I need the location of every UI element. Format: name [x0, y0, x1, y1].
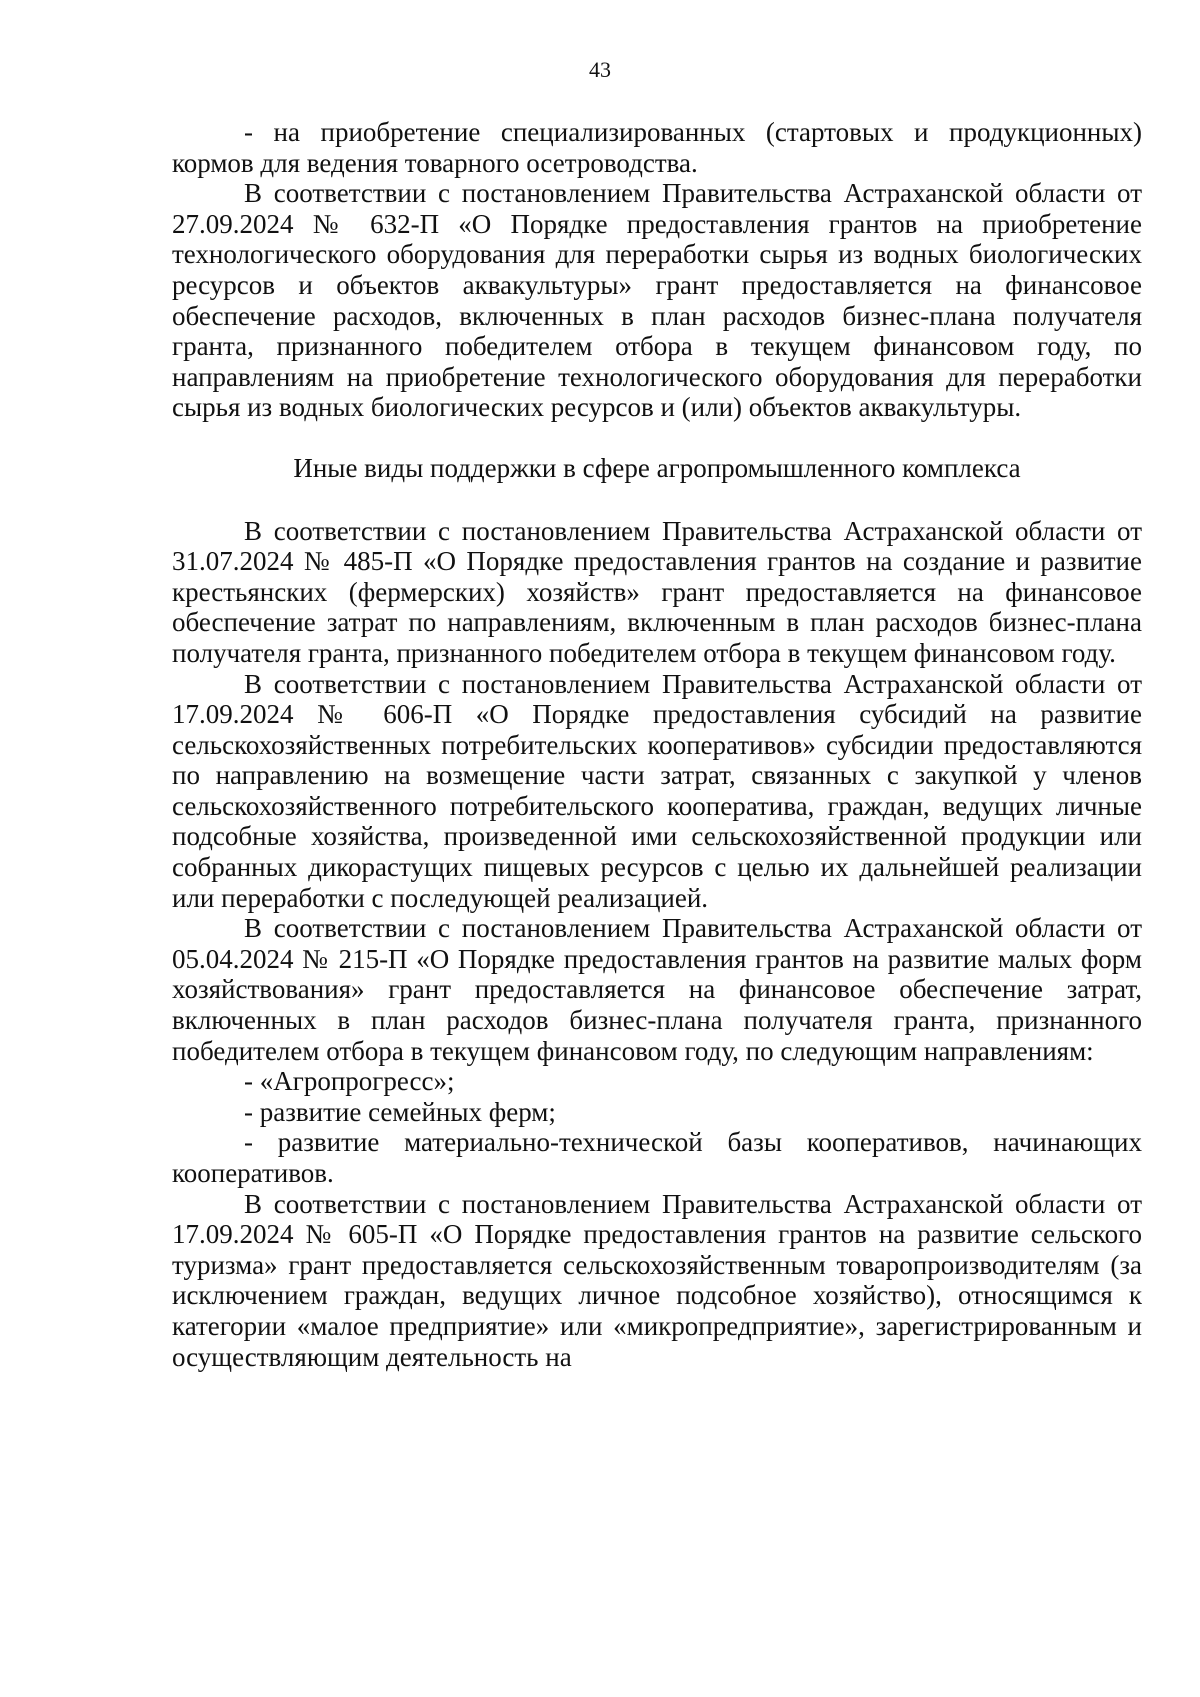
page-number: 43 [589, 57, 611, 82]
paragraph-decree-215: В соответствии с постановлением Правительства Астраханской области от 05.04.2024 № 215-П «О Порядке предоставления грантов на развитие малых форм хозяйствования» грант предоставляется на финансовое обеспечение затрат, включенных в план расходов бизнес-плана получателя гранта, признанного победителем отбора в текущем финансовом году, по следующим направлениям: [172, 913, 1142, 1066]
list-item-cooperatives: - развитие материально-технической базы кооперативов, начинающих кооперативов. [172, 1127, 1142, 1188]
paragraph-decree-485: В соответствии с постановлением Правительства Астраханской области от 31.07.2024 № 485-П «О Порядке предоставления грантов на создание и развитие крестьянских (фермерских) хозяйств» грант предоставляется на финансовое обеспечение затрат по направлениям, включенным в план расходов бизнес-плана получателя гранта, признанного победителем отбора в текущем финансовом году. [172, 515, 1142, 668]
list-item-agroprogress: - «Агропрогресс»; [244, 1066, 455, 1097]
paragraph-decree-606: В соответствии с постановлением Правительства Астраханской области от 17.09.2024 № 606-П «О Порядке предоставления субсидий на развитие сельскохозяйственных потребительских кооперативов» субсидии предоставляются по направлению на возмещение части затрат, связанных с закупкой у членов сельскохозяйственного потребительского кооператива, граждан, ведущих личные подсобные хозяйства, произведенной ими сельскохозяйственной продукции или собранных дикорастущих пищевых ресурсов с целью их дальнейшей реализации или переработки с последующей реализацией. [172, 668, 1142, 913]
paragraph-decree-605: В соответствии с постановлением Правительства Астраханской области от 17.09.2024 № 605-П «О Порядке предоставления грантов на развитие сельского туризма» грант предоставляется сельскохозяйственным товаропроизводителям (за исключением граждан, ведущих личное подсобное хозяйство), относящимся к категории «малое предприятие» или «микропредприятие», зарегистрированным и осуществляющим деятельность на [172, 1188, 1142, 1372]
paragraph-decree-632: В соответствии с постановлением Правительства Астраханской области от 27.09.2024 № 632-П «О Порядке предоставления грантов на приобретение технологического оборудования для переработки сырья из водных биологических ресурсов и объектов аквакультуры» грант предоставляется на финансовое обеспечение расходов, включенных в план расходов бизнес-плана получателя гранта, признанного победителем отбора в текущем финансовом году, по направлениям на приобретение технологического оборудования для переработки сырья из водных биологических ресурсов и (или) объектов аквакультуры. [172, 178, 1142, 423]
list-item-family-farms: - развитие семейных ферм; [244, 1096, 556, 1127]
paragraph-feed-purchase: - на приобретение специализированных (стартовых и продукционных) кормов для ведения товарного осетроводства. [172, 117, 1142, 178]
section-heading: Иные виды поддержки в сфере агропромышленного комплекса [293, 452, 1021, 483]
document-body [172, 117, 1142, 1372]
